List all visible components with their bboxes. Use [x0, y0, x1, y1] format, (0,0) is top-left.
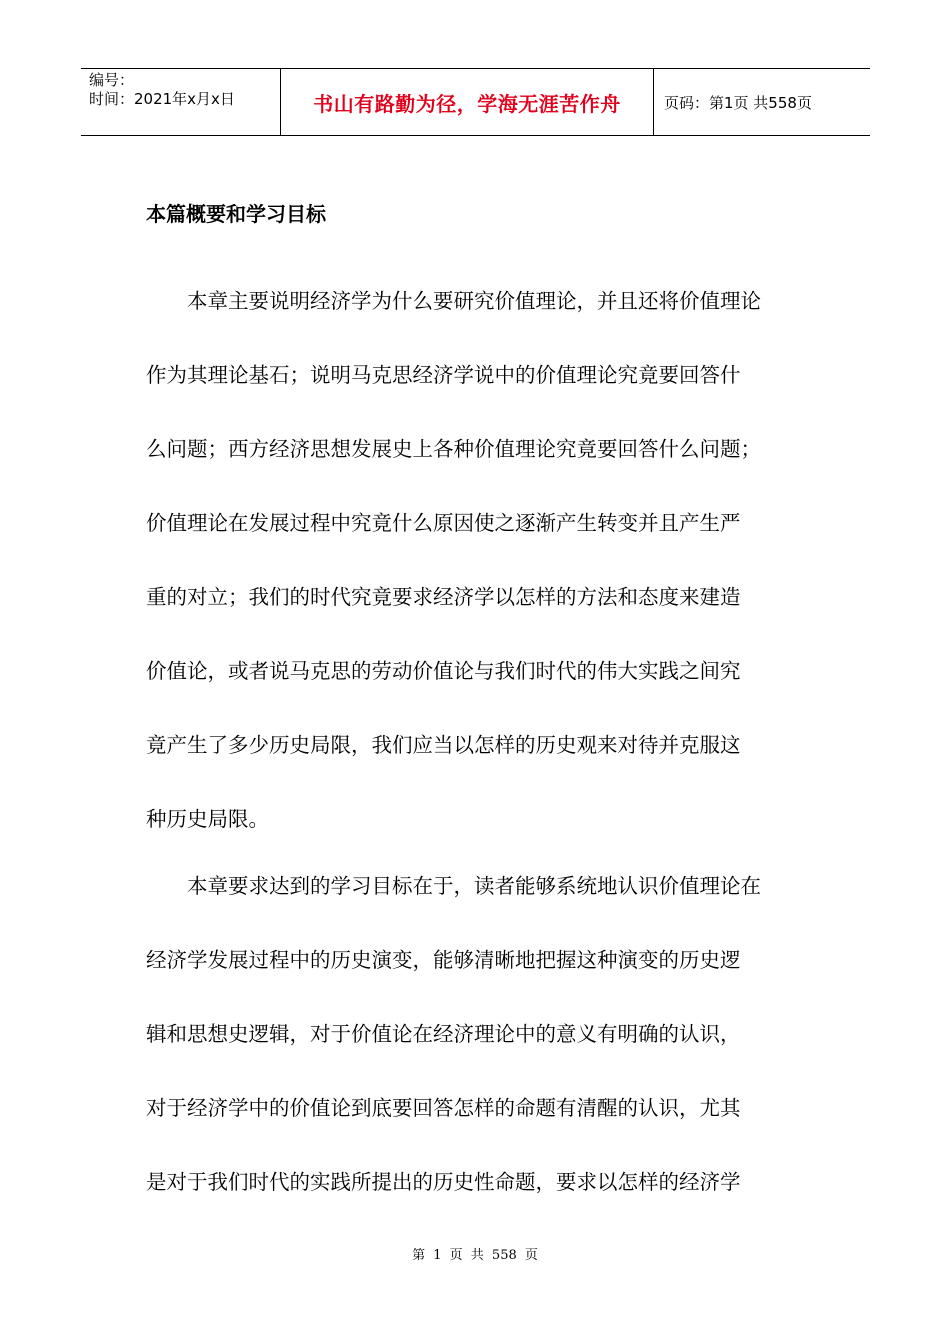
paragraph-line: 么问题；西方经济思想发展史上各种价值理论究竟要回答什么问题；: [146, 437, 761, 461]
page-footer: 第 1 页 共 558 页: [412, 1248, 538, 1263]
paragraph-summary: [146, 264, 806, 856]
paragraph-line: 本章要求达到的学习目标在于，读者能够系统地认识价值理论在: [146, 874, 761, 898]
paragraph-line: 重的对立；我们的时代究竟要求经济学以怎样的方法和态度来建造: [146, 585, 741, 609]
paragraph-line: 是对于我们时代的实践所提出的历史性命题，要求以怎样的经济学: [146, 1170, 741, 1194]
document-number-label: 编号：: [89, 71, 135, 89]
paragraph-line: 本章主要说明经济学为什么要研究价值理论，并且还将价值理论: [146, 289, 761, 313]
paragraph-line: 价值理论在发展过程中究竟什么原因使之逐渐产生转变并且产生严: [146, 511, 741, 535]
document-time-label: 时间：2021年x月x日: [89, 90, 235, 108]
paragraph-objectives: [146, 849, 806, 1219]
header-page-info: 页码：第1页 共558页: [664, 93, 812, 112]
paragraph-line: 经济学发展过程中的历史演变，能够清晰地把握这种演变的历史逻: [146, 948, 741, 972]
document-header: [81, 68, 870, 136]
paragraph-line: 价值论，或者说马克思的劳动价值论与我们时代的伟大实践之间究: [146, 659, 741, 683]
paragraph-line: 对于经济学中的价值论到底要回答怎样的命题有清醒的认识，尤其: [146, 1096, 741, 1120]
section-title: 本篇概要和学习目标: [146, 202, 326, 226]
paragraph-line: 竟产生了多少历史局限，我们应当以怎样的历史观来对待并克服这: [146, 733, 741, 757]
header-page-cell: [654, 69, 870, 135]
header-motto: 书山有路勤为径，学海无涯苦作舟: [313, 91, 621, 116]
header-motto-cell: [281, 69, 654, 135]
paragraph-line: 辑和思想史逻辑，对于价值论在经济理论中的意义有明确的认识，: [146, 1022, 741, 1046]
paragraph-line: 种历史局限。: [146, 807, 269, 831]
paragraph-line: 作为其理论基石；说明马克思经济学说中的价值理论究竟要回答什: [146, 363, 741, 387]
header-meta-cell: [81, 69, 281, 135]
